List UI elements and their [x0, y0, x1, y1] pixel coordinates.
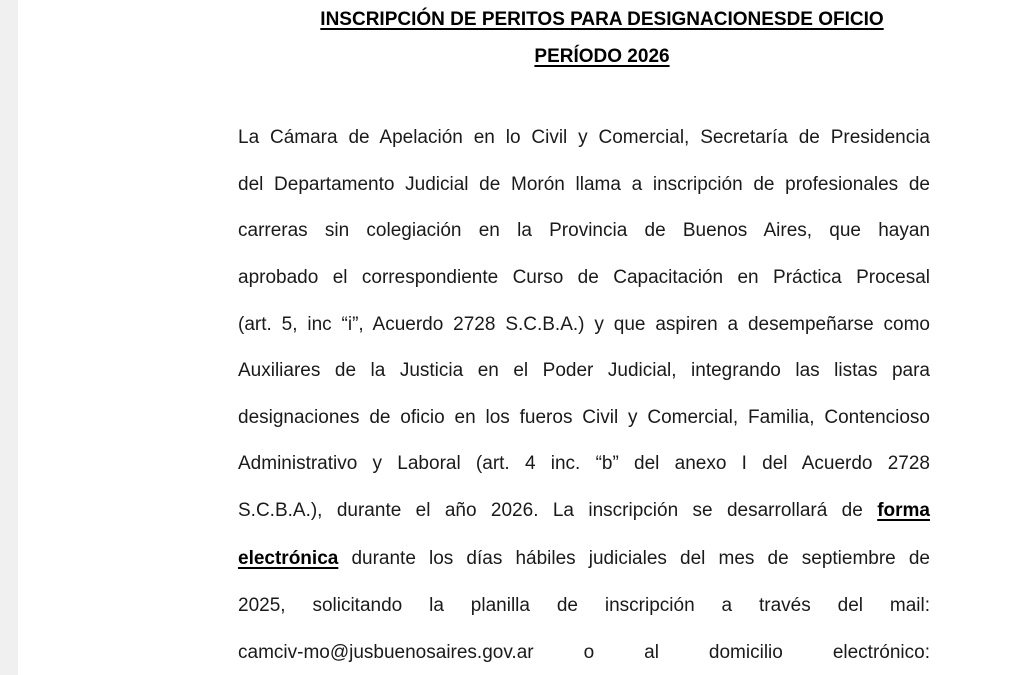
paragraph-line-12: camciv-mo@jusbuenosaires.gov.ar o al domicilio electrónico:	[238, 642, 930, 663]
paragraph-line-10	[238, 548, 930, 570]
document-subtitle-period: PERÍODO 2026	[534, 46, 670, 67]
viewer-left-margin	[0, 0, 18, 675]
paragraph-line-1: La Cámara de Apelación en lo Civil y Comercial, Secretaría de Presidencia	[238, 127, 930, 148]
paragraph-line-9-text: S.C.B.A.), durante el año 2026. La inscripción se desarrollará de	[238, 500, 863, 521]
paragraph-line-7: designaciones de oficio en los fueros Civil y Comercial, Familia, Contencioso	[238, 407, 930, 428]
paragraph-line-11: 2025, solicitando la planilla de inscripción a través del mail:	[238, 595, 930, 616]
emphasis-forma: forma	[877, 500, 930, 521]
document-page	[18, 0, 1027, 675]
paragraph-line-4: aprobado el correspondiente Curso de Capacitación en Práctica Procesal	[238, 267, 930, 288]
paragraph-line-8: Administrativo y Laboral (art. 4 inc. “b” del anexo I del Acuerdo 2728	[238, 453, 930, 474]
emphasis-electronica: electrónica	[238, 548, 339, 569]
paragraph-line-6: Auxiliares de la Justicia en el Poder Judicial, integrando las listas para	[238, 360, 930, 381]
paragraph-line-3: carreras sin colegiación en la Provincia de Buenos Aires, que hayan	[238, 220, 930, 241]
paragraph-line-10-text: durante los días hábiles judiciales del mes de septiembre de	[351, 548, 930, 569]
paragraph-line-2: del Departamento Judicial de Morón llama a inscripción de profesionales de	[238, 174, 930, 195]
paragraph-line-5: (art. 5, inc “i”, Acuerdo 2728 S.C.B.A.) y que aspiren a desempeñarse como	[238, 314, 930, 335]
paragraph-line-9	[238, 500, 930, 522]
document-title: INSCRIPCIÓN DE PERITOS PARA DESIGNACIONESDE OFICIO	[320, 9, 884, 30]
